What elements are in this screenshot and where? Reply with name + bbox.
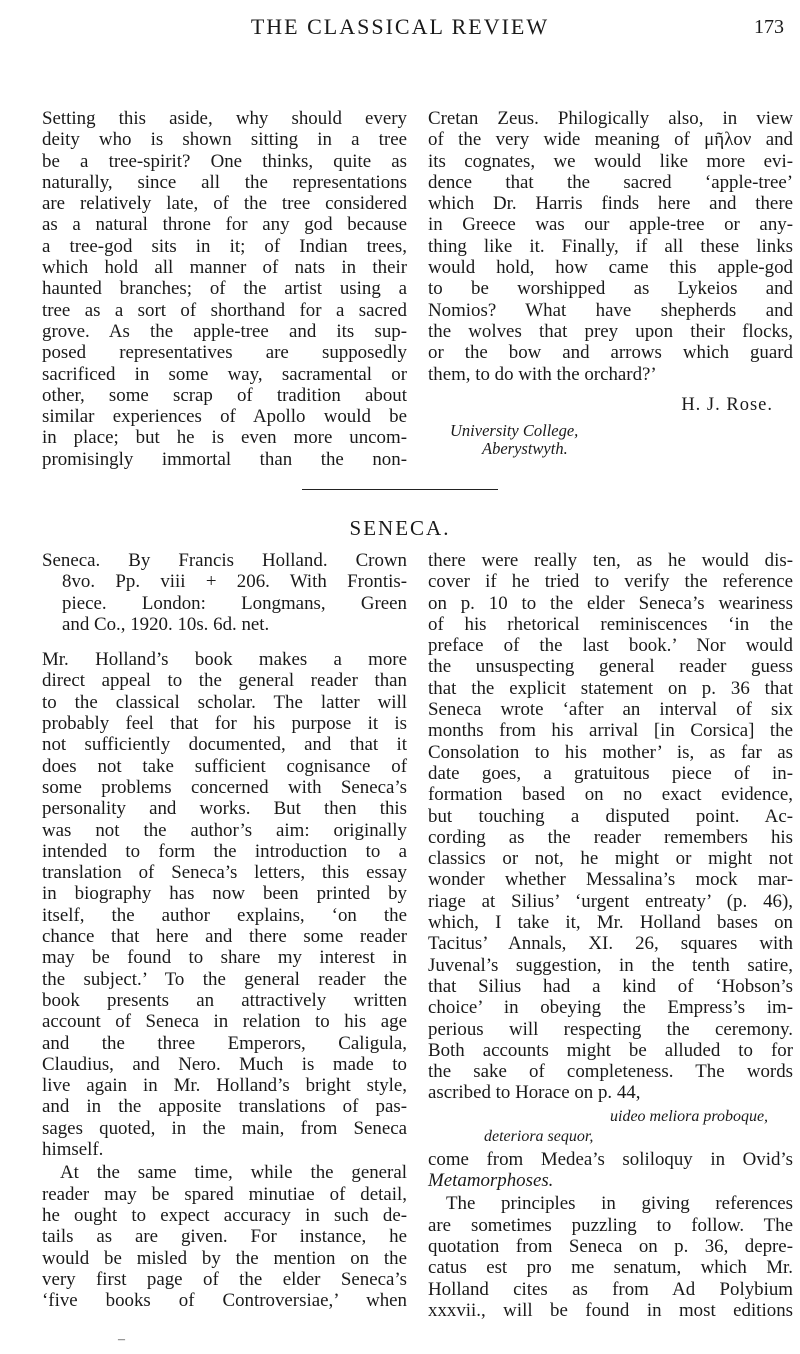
text-line: live again in Mr. Holland’s bright style, [42,1075,407,1097]
review-paragraph [428,1149,793,1192]
text-line: Mr. Holland’s book makes a more [42,649,407,671]
text-line: which Dr. Harris finds here and there [428,193,793,215]
text-line: not sufficiently documented, and that it [42,734,407,756]
text-line: was not the author’s aim: originally [42,819,407,841]
running-head: THE CLASSICAL REVIEW [250,14,550,39]
text-line: and Co., 1920. 10s. 6d. net. [62,613,270,635]
text-line: Juvenal’s suggestion, in the tenth satire, [428,954,793,976]
text-line: classics or not, he might or might not [428,848,793,870]
text-line: that the explicit statement on p. 36 that [428,677,793,699]
text-line: chance that here and there some reader [42,926,407,948]
text-line: to be worshipped as Lykeios and [428,278,793,300]
text-line: but touching a disputed point. Ac- [428,805,793,827]
text-line: piece. London: Longmans, Green [62,592,407,614]
text-line: personality and works. But then this [42,798,407,820]
author-affiliation [428,422,793,458]
text-line: Consolation to his mother’ is, as far as [428,741,793,763]
text-line: At the same time, while the general [60,1162,407,1184]
text-line: Cretan Zeus. Philogically also, in view [428,108,793,129]
text-line: sages quoted, in the main, from Seneca [42,1117,407,1139]
page-header [0,14,800,54]
text-line: them, to do with the orchard?’ [428,363,657,385]
text-line: book presents an attractively written [42,989,407,1011]
text-line: similar experiences of Apollo would be [42,406,407,428]
page-number: 173 [754,16,784,38]
text-line: naturally, since all the representations [42,171,407,193]
text-line: grove. As the apple-tree and its sup- [42,320,407,342]
text-line: cording as the reader remembers his [428,826,793,848]
text-line: of the very wide meaning of μῆλον and [428,129,793,151]
text-line: he ought to expect accuracy in such de- [42,1204,407,1226]
text-line: come from Medea’s soliloquy in Ovid’s [428,1148,793,1170]
verse-quotation [428,1107,793,1147]
text-line: of his rhetorical reminiscences ‘in the [428,613,793,635]
text-line: would hold, how came this apple-god [428,257,793,279]
section-divider [302,489,498,490]
review-paragraph [42,649,407,1160]
review-paragraph [42,1162,407,1311]
text-line: ‘five books of Controversiae,’ when [42,1290,407,1312]
text-line: dence that the sacred ‘apple-tree’ [428,171,793,193]
text-line: and in the apposite translations of pas- [42,1096,407,1118]
text-line: wonder whether Messalina’s mock mar- [428,869,793,891]
text-line: tails as are given. For instance, he [42,1226,407,1248]
text-line: tree as a sort of shorthand for a sacred [42,299,407,321]
text-line: other, some scrap of tradition about [42,384,407,406]
text-line: its cognates, we would like more evi- [428,150,793,172]
text-line: Claudius, and Nero. Much is made to [42,1053,407,1075]
text-line: perious will respecting the ceremony. [428,1018,793,1040]
text-line: choice’ in obeying the Empress’s im- [428,997,793,1019]
text-line: formation based on no exact evidence, [428,784,793,806]
text-line: date goes, a gratuitous piece of in- [428,762,793,784]
text-line: the unsuspecting general reader guess [428,656,793,678]
text-line: Tacitus’ Annals, XI. 26, squares with [428,933,793,955]
text-line: haunted branches; of the artist using a [42,278,407,300]
text-line: ascribed to Horace on p. 44, [428,1082,641,1104]
text-line: posed representatives are supposedly [42,342,407,364]
bibliographic-entry [42,550,407,635]
text-line: translation of Seneca’s letters, this essay [42,862,407,884]
text-line: riage at Silius’ ‘urgent entreaty’ (p. 46), [428,890,793,912]
text-line: the sake of completeness. The words [428,1061,793,1083]
text-line: which, I take it, Mr. Holland bases on [428,912,793,934]
text-line: direct appeal to the general reader than [42,670,407,692]
text-line: the wolves that prey upon their flocks, [428,320,793,342]
text-line: may be found to share my interest in [42,947,407,969]
text-line: account of Seneca in relation to his age [42,1011,407,1033]
text-line: Metamorphoses. [428,1170,554,1192]
text-line: on p. 10 to the elder Seneca’s weariness [428,592,793,614]
text-line: which hold all manner of nats in their [42,257,407,279]
verse-line: uideo meliora proboque, [610,1107,769,1125]
text-line: there were really ten, as he would dis- [428,550,793,571]
text-line: The principles in giving references [446,1193,793,1215]
text-line: to the classical scholar. The latter will [42,691,407,713]
review-paragraph [428,1193,793,1321]
text-line: as a natural throne for any god because [42,214,407,236]
top-right-column [428,108,793,458]
text-line: promisingly immortal than the non- [42,448,407,470]
text-line: Seneca wrote ‘after an interval of six [428,699,793,721]
text-line: cover if he tried to verify the reference [428,571,793,593]
text-line: very first page of the elder Seneca’s [42,1268,407,1290]
text-line: reader may be spared minutiae of detail, [42,1183,407,1205]
text-line: Seneca. By Francis Holland. Crown [42,550,407,571]
text-line: are relatively late, of the tree considered [42,193,407,215]
text-line: in place; but he is even more uncom- [42,427,407,449]
text-line: sacrificed in some way, sacramental or [42,363,407,385]
text-line: and the three Emperors, Caligula, [42,1032,407,1054]
continuation-paragraph [428,108,793,385]
text-line: or the bow and arrows which guard [428,342,793,364]
text-line: 8vo. Pp. viii + 206. With Frontis- [62,571,407,593]
text-line: that Silius had a kind of ‘Hobson’s [428,975,793,997]
text-line: thing like it. Finally, if all these links [428,235,793,257]
text-line: catus est pro me senatum, which Mr. [428,1257,793,1279]
affiliation-line: University College, [450,421,579,441]
stray-mark: – [118,1332,125,1347]
text-line: quotation from Seneca on p. 36, depre- [428,1235,793,1257]
text-line: itself, the author explains, ‘on the [42,904,407,926]
author-signature: H. J. Rose. [681,394,773,415]
text-line: Setting this aside, why should every [42,108,407,129]
text-line: xxxvii., will be found in most editions [428,1299,793,1321]
text-line: intended to form the introduction to a [42,840,407,862]
text-line: probably feel that for his purpose it is [42,713,407,735]
continuation-paragraph [42,108,407,470]
text-line: Both accounts might be alluded to for [428,1039,793,1061]
affiliation-line: Aberystwyth. [482,439,568,459]
text-line: the subject.’ To the general reader the [42,968,407,990]
top-left-column [42,108,407,470]
text-line: Nomios? What have shepherds and [428,299,793,321]
text-line: does not take sufficient cognisance of [42,755,407,777]
text-line: be a tree-spirit? One thinks, quite as [42,150,407,172]
section-title: SENECA. [349,516,451,540]
verse-line: deteriora sequor, [484,1127,594,1145]
text-line: preface of the last book.’ Nor would [428,635,793,657]
text-line: months from his arrival [in Corsica] the [428,720,793,742]
text-line: are sometimes puzzling to follow. The [428,1214,793,1236]
text-line: in biography has now been printed by [42,883,407,905]
text-line: in Greece was our apple-tree or any- [428,214,793,236]
text-line: Holland cites as from Ad Polybium [428,1278,793,1300]
text-line: a tree-god sits in it; of Indian trees, [42,235,407,257]
text-line: would be misled by the mention on the [42,1247,407,1269]
text-line: himself. [42,1139,104,1161]
text-line: deity who is shown sitting in a tree [42,129,407,151]
bottom-right-column [428,550,793,1321]
bottom-left-column [42,550,407,1311]
review-paragraph [428,550,793,1104]
text-line: some problems concerned with Seneca’s [42,776,407,798]
